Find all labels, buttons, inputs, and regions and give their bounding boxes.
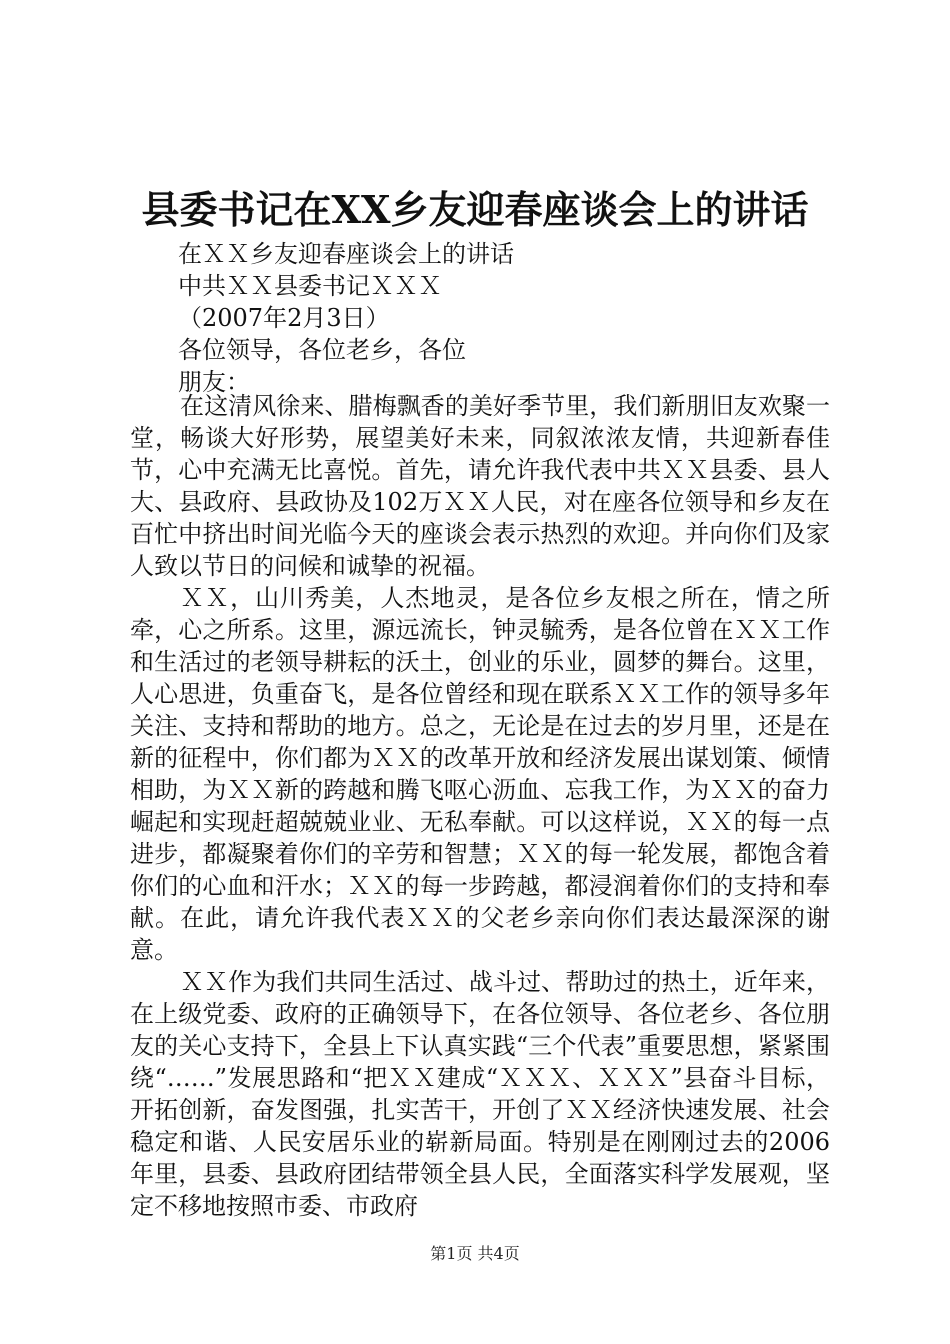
paragraph: 在这清风徐来、腊梅飘香的美好季节里，我们新朋旧友欢聚一堂，畅谈大好形势，展望美好未来，同叙浓浓友情，共迎新春佳节，心中充满无比喜悦。首先，请允许我代表中共ＸＸ县委、县人大、县政府、县政协及102万ＸＸ人民，对在座各位领导和乡友在百忙中挤出时间光临今天的座谈会表示热烈的欢迎。并向你们及家人致以节日的问候和诚挚的祝福。 bbox=[130, 392, 830, 580]
salutation-line: 各位领导，各位老乡，各位 bbox=[178, 336, 466, 364]
document-title: 县委书记在XX乡友迎春座谈会上的讲话 bbox=[141, 187, 809, 232]
date-line: （2007年2月3日） bbox=[178, 304, 390, 332]
speaker-line: 中共ＸＸ县委书记ＸＸＸ bbox=[178, 272, 442, 300]
paragraph: ＸＸ作为我们共同生活过、战斗过、帮助过的热土，近年来，在上级党委、政府的正确领导下，在各位领导、各位老乡、各位朋友的关心支持下，全县上下认真实践“三个代表”重要思想，紧紧围绕“……”发展思路和“把ＸＸ建成“ＸＸＸ、ＸＸＸ”县奋斗目标，开拓创新，奋发图强，扎实苦干，开创了ＸＸ经济快速发展、社会稳定和谐、人民安居乐业的崭新局面。特别是在刚刚过去的2006年里，县委、县政府团结带领全县人民，全面落实科学发展观，坚定不移地按照市委、市政府 bbox=[130, 968, 830, 1220]
speech-header bbox=[178, 238, 878, 398]
salutation-line-end: 朋友： bbox=[178, 368, 250, 396]
speech-body bbox=[130, 390, 830, 1222]
paragraph: ＸＸ，山川秀美，人杰地灵，是各位乡友根之所在，情之所牵，心之所系。这里，源远流长，钟灵毓秀，是各位曾在ＸＸ工作和生活过的老领导耕耘的沃土，创业的乐业，圆梦的舞台。这里，人心思进，负重奋飞，是各位曾经和现在联系ＸＸ工作的领导多年关注、支持和帮助的地方。总之，无论是在过去的岁月里，还是在新的征程中，你们都为ＸＸ的改革开放和经济发展出谋划策、倾情相助，为ＸＸ新的跨越和腾飞呕心沥血、忘我工作，为ＸＸ的奋力崛起和实现赶超兢兢业业、无私奉献。可以这样说，ＸＸ的每一点进步，都凝聚着你们的辛劳和智慧；ＸＸ的每一轮发展，都饱含着你们的心血和汗水；ＸＸ的每一步跨越，都浸润着你们的支持和奉献。在此，请允许我代表ＸＸ的父老乡亲向你们表达最深深的谢意。 bbox=[130, 584, 830, 964]
speech-subtitle: 在ＸＸ乡友迎春座谈会上的讲话 bbox=[178, 240, 514, 268]
page-footer: 第1页 共4页 bbox=[430, 1244, 520, 1263]
